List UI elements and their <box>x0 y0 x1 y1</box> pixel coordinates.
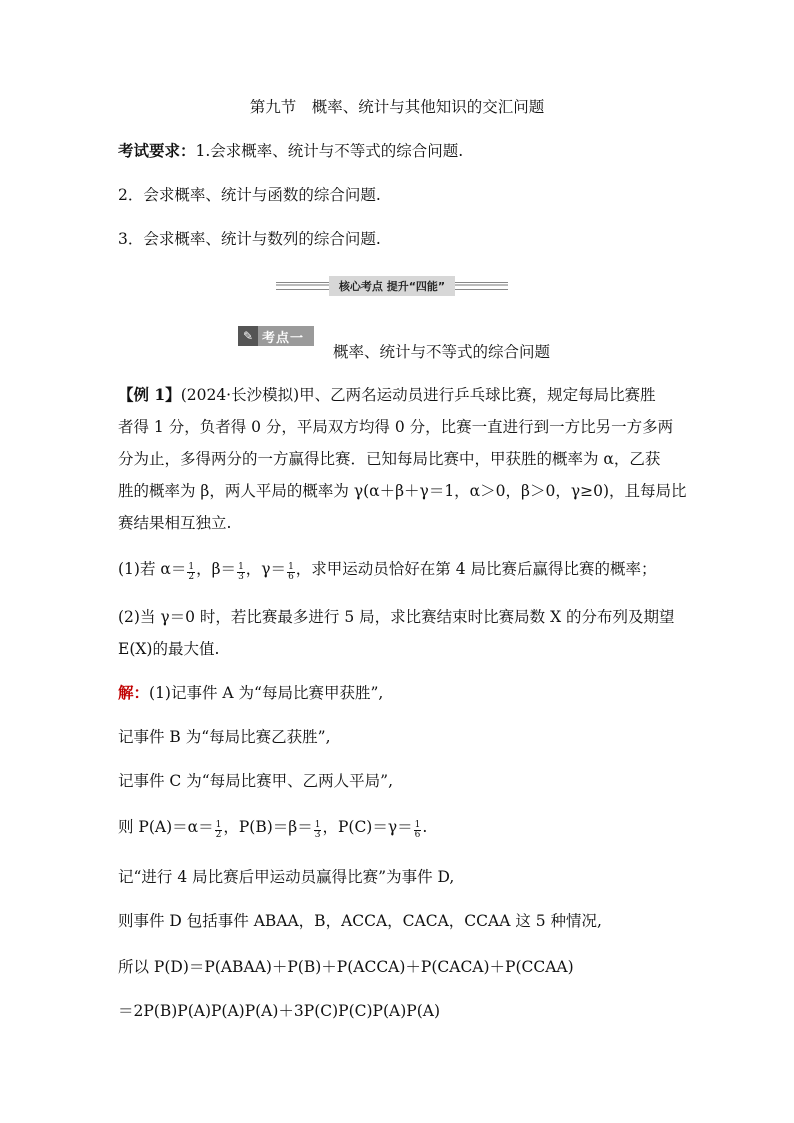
banner-text: 核心考点 提升“四能” <box>329 276 455 296</box>
solution-line-4: 则 P(A)＝α＝ $\frac{1}{2}$ ，P(B)＝β＝ $\frac{1}{3}$ ，P(C)＝γ＝ $\frac{1}{6}$ . <box>118 818 428 840</box>
example-text-1: (2024·长沙模拟)甲、乙两名运动员进行乒乓球比赛，规定每局比赛胜 <box>180 386 656 404</box>
banner-left-bar <box>276 282 329 290</box>
banner-right-bar <box>455 282 508 290</box>
solution-line-8: ＝2P(B)P(A)P(A)P(A)＋3P(C)P(C)P(A)P(A) <box>118 1002 440 1020</box>
kaodian-badge <box>238 326 314 346</box>
fraction: $\frac{1}{3}$ <box>314 820 321 840</box>
page-title: 第九节 概率、统计与其他知识的交汇问题 <box>249 98 545 116</box>
fraction: $\frac{1}{3}$ <box>238 562 244 582</box>
question-1: (1)若 α＝ $\frac{1}{2}$ ，β＝ $\frac{1}{3}$ ，γ＝ $\frac{1}{6}$ ，求甲运动员恰好在第 4 局比赛后赢得比赛的概率； <box>118 560 657 582</box>
requirement-item-2: 2．会求概率、统计与函数的综合问题. <box>118 186 381 204</box>
example-line-2: 者得 1 分，负者得 0 分，平局双方均得 0 分，比赛一直进行到一方比另一方多两 <box>118 418 674 436</box>
solution-line-2: 记事件 B 为“每局比赛乙获胜”, <box>118 728 331 746</box>
section-banner <box>276 275 508 297</box>
solution-label: 解： <box>118 683 150 702</box>
kaodian-title: 概率、统计与不等式的综合问题 <box>333 343 551 361</box>
solution-line-5: 记“进行 4 局比赛后甲运动员赢得比赛”为事件 D, <box>118 868 455 886</box>
example-line-5: 赛结果相互独立. <box>118 514 232 532</box>
solution-line-3: 记事件 C 为“每局比赛甲、乙两人平局”, <box>118 772 393 790</box>
example-line-4: 胜的概率为 β，两人平局的概率为 γ(α＋β＋γ＝1，α＞0，β＞0，γ≥0)，且每局比 <box>118 482 687 500</box>
example-line-3: 分为止，多得两分的一方赢得比赛．已知每局比赛中，甲获胜的概率为 α，乙获 <box>118 450 661 468</box>
question-2-line-1: (2)当 γ＝0 时，若比赛最多进行 5 局，求比赛结束时比赛局数 X 的分布列及期望 <box>118 608 675 626</box>
question-2-line-2: E(X)的最大值. <box>118 640 220 658</box>
requirements-label: 考试要求： <box>118 141 196 160</box>
requirements-line-1 <box>118 140 463 162</box>
kaodian-badge-label: 考点一 <box>262 330 305 346</box>
fraction: $\frac{1}{2}$ <box>215 820 222 840</box>
solution-line-7: 所以 P(D)＝P(ABAA)＋P(B)＋P(ACCA)＋P(CACA)＋P(CCAA) <box>118 958 574 976</box>
example-line-1 <box>118 384 656 406</box>
example-label: 【例 1】 <box>118 385 181 404</box>
solution-line-1: 解：(1)记事件 A 为“每局比赛甲获胜”, <box>118 683 384 702</box>
solution-line-6: 则事件 D 包括事件 ABAA，B，ACCA，CACA，CCAA 这 5 种情况, <box>118 912 602 930</box>
requirement-item-3: 3．会求概率、统计与数列的综合问题. <box>118 230 381 248</box>
fraction: $\frac{1}{6}$ <box>414 820 421 840</box>
fraction: $\frac{1}{6}$ <box>288 562 294 582</box>
fraction: $\frac{1}{2}$ <box>188 562 195 582</box>
requirement-item-1: 1.会求概率、统计与不等式的综合问题. <box>195 142 464 160</box>
pencil-icon: ✎ <box>238 326 258 346</box>
